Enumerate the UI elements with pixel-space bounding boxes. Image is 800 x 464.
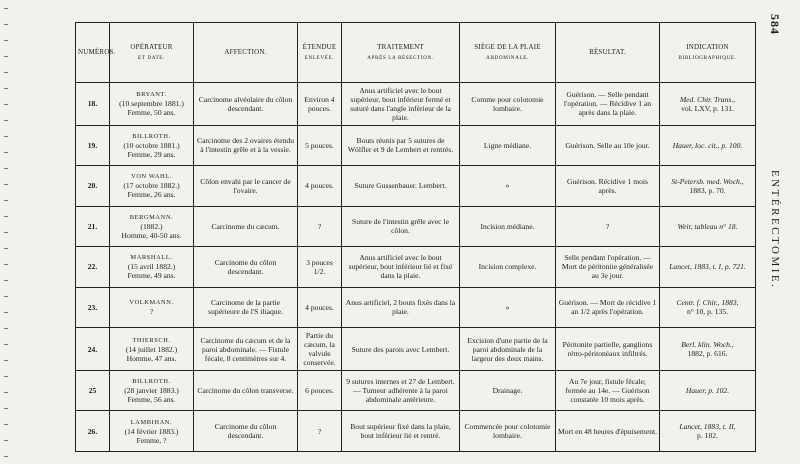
operator-name: BERGMANN.	[129, 213, 174, 221]
operator-cell	[110, 370, 194, 411]
affection-text: Carcinome du côlon descendant.	[214, 257, 277, 276]
result-text: Guérison. Selle au 10e jour.	[565, 140, 650, 150]
column-subtitle: ET DATE.	[138, 54, 165, 61]
operator-cell	[110, 166, 194, 207]
column-header	[110, 23, 194, 83]
table-row	[76, 287, 756, 328]
affection-text: Carcinome des 2 ovaires étendu à l'intestin grêle et à la vessie.	[197, 136, 294, 155]
column-title: OPÉRATEUR	[130, 42, 173, 51]
operator-cell	[110, 328, 194, 371]
affection-text: Carcinome du cæcum.	[211, 221, 280, 231]
operator-cell	[110, 287, 194, 328]
row-number-text: 20.	[87, 181, 98, 191]
reference-text: Lancet, 1883, t. II,	[679, 422, 736, 432]
result-cell	[556, 247, 660, 288]
reference-cell	[660, 411, 756, 452]
treatment-cell	[342, 206, 460, 247]
operation-date: (1882.)	[140, 221, 163, 231]
result-text: ?	[605, 221, 610, 231]
site-cell	[460, 83, 556, 126]
extent-text: Partie du cæcum, la valvule conservée.	[303, 331, 336, 368]
operator-name: VON WAHL.	[131, 173, 172, 181]
row-number	[76, 328, 110, 371]
column-title: ÉTENDUE	[302, 42, 337, 51]
operation-date: (14 juillet 1882.)	[125, 344, 178, 354]
result-cell	[556, 370, 660, 411]
reference-cell	[660, 83, 756, 126]
operator-name: BILLROTH.	[132, 132, 171, 140]
row-number	[76, 83, 110, 126]
ruled-margin	[0, 0, 12, 464]
extent-text: 5 pouces.	[305, 140, 334, 150]
treatment-cell	[342, 328, 460, 371]
row-number-text: 21.	[87, 221, 98, 231]
result-text: Guérison. — Selle pendant l'opération. — Récidive 1 an après dans la plaie.	[563, 90, 652, 118]
site-text: Comme pour colotomie lombaire.	[471, 94, 544, 113]
patient-info: Femme, 49 ans.	[127, 271, 176, 281]
affection-text: Carcinome alvéolaire du côlon descendant.	[198, 94, 293, 113]
extent-cell	[298, 206, 342, 247]
treatment-text: Bouts réunis par 5 sutures de Wölfler et 9 de Lembert et rentrés.	[347, 136, 454, 155]
table-row	[76, 328, 756, 371]
result-cell	[556, 83, 660, 126]
extent-text: 4 pouces.	[305, 181, 334, 191]
row-number-text: 25	[88, 386, 97, 396]
reference-cell	[660, 370, 756, 411]
reference-text: Hauer, p. 102.	[685, 386, 730, 396]
table-row	[76, 83, 756, 126]
treatment-text: Anus artificiel avec le bout supérieur, bout inférieur fermé et suturé dans l'angle inférieur de la plaie.	[350, 85, 451, 122]
reference-text: St-Petersb. med. Woch.,	[671, 176, 744, 186]
reference-cell	[660, 125, 756, 166]
result-text: Mort en 48 heures d'épuisement.	[558, 426, 658, 436]
reference-cell	[660, 328, 756, 371]
column-header	[194, 23, 298, 83]
extent-text: ?	[317, 426, 322, 436]
operator-name: BRYANT.	[136, 91, 167, 99]
extent-cell	[298, 411, 342, 452]
result-text: Au 7e jour, fistule fécale; fermée au 14e. — Guérison constatée 10 mois après.	[565, 377, 650, 405]
column-header	[556, 23, 660, 83]
table-row	[76, 206, 756, 247]
site-cell	[460, 166, 556, 207]
column-title: INDICATION	[686, 42, 729, 51]
column-subtitle: ABDOMINALE.	[486, 54, 529, 61]
operator-cell	[110, 206, 194, 247]
row-number-text: 26.	[87, 426, 98, 436]
affection-cell	[194, 206, 298, 247]
reference-text: Lancet, 1883, t. I, p. 721.	[669, 262, 746, 272]
treatment-cell	[342, 247, 460, 288]
result-cell	[556, 206, 660, 247]
reference-cell	[660, 166, 756, 207]
affection-text: Carcinome de la partie supérieure de l'S iliaque.	[208, 298, 283, 317]
extent-cell	[298, 125, 342, 166]
table-row	[76, 247, 756, 288]
affection-cell	[194, 370, 298, 411]
column-header	[342, 23, 460, 83]
header-row	[76, 23, 756, 83]
affection-cell	[194, 125, 298, 166]
extent-text: 3 pouces 1/2.	[306, 257, 333, 276]
result-text: Guérison. Récidive 1 mois après.	[567, 176, 648, 195]
result-cell	[556, 328, 660, 371]
result-cell	[556, 125, 660, 166]
operation-date: (10 octobre 1881.)	[123, 140, 180, 150]
site-cell	[460, 411, 556, 452]
operator-cell	[110, 125, 194, 166]
column-title: AFFECTION.	[224, 48, 267, 56]
site-cell	[460, 328, 556, 371]
row-number-text: 18.	[87, 99, 98, 109]
patient-info: Femme, 56 ans.	[127, 395, 176, 405]
operation-date: (10 septembre 1881.)	[119, 99, 184, 109]
treatment-cell	[342, 83, 460, 126]
operator-name: VOLKMANN.	[129, 299, 174, 307]
affection-cell	[194, 287, 298, 328]
row-number	[76, 247, 110, 288]
operation-date: (14 février 1883.)	[124, 426, 179, 436]
patient-info: Homme, 47 ans.	[126, 353, 177, 363]
enterectomy-table	[75, 22, 756, 452]
treatment-text: Suture Gussenbauer. Lembert.	[354, 181, 447, 191]
patient-info: Femme, 50 ans.	[127, 108, 176, 118]
column-title: SIÈGE DE LA PLAIE	[474, 42, 541, 51]
running-head: ENTÉRECTOMIE.	[769, 170, 781, 290]
operation-date: (28 janvier 1883.)	[124, 386, 179, 396]
table-row	[76, 125, 756, 166]
treatment-cell	[342, 411, 460, 452]
table-row	[76, 370, 756, 411]
result-cell	[556, 166, 660, 207]
operator-name: MARSHALL.	[130, 254, 173, 262]
column-title: NUMÉROS.	[78, 48, 116, 56]
row-number-text: 23.	[87, 302, 98, 312]
patient-info: Homme, 40-50 ans.	[121, 230, 182, 240]
operator-name: LAMBIHAN.	[130, 418, 173, 426]
affection-text: Carcinome du côlon transverse.	[197, 386, 294, 396]
affection-text: Côlon envahi par le cancer de l'ovaire.	[200, 176, 291, 195]
affection-text: Carcinome du côlon descendant.	[214, 422, 277, 441]
extent-cell	[298, 166, 342, 207]
reference-detail: 1883, p. 70.	[689, 185, 726, 195]
affection-cell	[194, 328, 298, 371]
site-cell	[460, 206, 556, 247]
patient-info: Femme, 26 ans.	[127, 190, 176, 200]
reference-cell	[660, 206, 756, 247]
treatment-cell	[342, 125, 460, 166]
site-cell	[460, 287, 556, 328]
row-number-text: 24.	[87, 344, 98, 354]
column-header	[76, 23, 116, 83]
reference-detail: n° 10, p. 135.	[686, 307, 728, 317]
table-body	[76, 83, 756, 452]
operation-date: (15 avril 1882.)	[127, 262, 176, 272]
reference-detail: vol. LXV, p. 131.	[681, 103, 734, 113]
result-text: Péritonite partielle, ganglions rétro-péritonéaux infiltrés.	[562, 340, 653, 359]
affection-cell	[194, 83, 298, 126]
row-number	[76, 411, 110, 452]
site-text: Excision d'une partie de la paroi abdominale de la largeur des deux mains.	[467, 335, 548, 363]
treatment-cell	[342, 287, 460, 328]
site-text: Incision complexe.	[478, 262, 537, 272]
affection-text: Carcinome du cæcum et de la paroi abdominale. — Fistule fécale, 8 centimètres sur 4.	[200, 335, 291, 363]
column-title: RÉSULTAT.	[589, 48, 626, 56]
treatment-cell	[342, 166, 460, 207]
treatment-text: 9 sutures internes et 27 de Lembert. — Tumeur adhérente à la paroi abdominale antérieure.	[346, 377, 455, 405]
affection-cell	[194, 247, 298, 288]
site-text: »	[505, 181, 510, 191]
reference-detail: p. 182.	[697, 431, 718, 441]
column-header	[660, 23, 756, 83]
affection-cell	[194, 411, 298, 452]
column-subtitle: BIBLIOGRAPHIQUE.	[678, 54, 737, 61]
treatment-text: Bout supérieur fixé dans la plaie, bout inférieur lié et rentré.	[350, 422, 451, 441]
result-cell	[556, 287, 660, 328]
row-number	[76, 166, 110, 207]
reference-cell	[660, 247, 756, 288]
extent-cell	[298, 287, 342, 328]
table-row	[76, 166, 756, 207]
extent-cell	[298, 370, 342, 411]
column-subtitle: APRÈS LA RÉSECTION.	[367, 54, 434, 61]
result-text: Selle pendant l'opération. — Mort de péritonite généralisée au 3e jour.	[561, 253, 654, 281]
site-text: Commencée pour colotomie lombaire.	[464, 422, 551, 441]
column-header	[460, 23, 556, 83]
site-cell	[460, 247, 556, 288]
extent-cell	[298, 328, 342, 371]
row-number	[76, 370, 110, 411]
extent-text: Environ 4 pouces.	[304, 94, 335, 113]
patient-info: ?	[149, 307, 154, 317]
site-text: Incision médiane.	[480, 221, 535, 231]
treatment-text: Suture de l'intestin grêle avec le côlon.	[352, 217, 449, 236]
reference-text: Weir, tableau n° 18.	[677, 221, 738, 231]
column-subtitle: ENLEVÉE.	[304, 54, 335, 61]
operation-date: (17 octobre 1882.)	[123, 181, 180, 191]
site-cell	[460, 125, 556, 166]
affection-cell	[194, 166, 298, 207]
column-header	[298, 23, 342, 83]
row-number	[76, 287, 110, 328]
result-cell	[556, 411, 660, 452]
treatment-text: Anus artificiel, 2 bouts fixés dans la plaie.	[345, 298, 456, 317]
reference-text: Med. Chir. Trans.,	[679, 94, 736, 104]
result-text: Guérison. — Mort de récidive 1 an 1/2 après l'opération.	[558, 298, 657, 317]
row-number-text: 22.	[87, 262, 98, 272]
site-text: Drainage.	[492, 386, 523, 396]
site-cell	[460, 370, 556, 411]
reference-text: Hauer, loc. cit., p. 100.	[672, 140, 743, 150]
patient-info: Femme, ?	[136, 435, 167, 445]
operator-name: THIERSCH.	[132, 336, 171, 344]
reference-text: Berl. klin. Woch.,	[681, 340, 734, 350]
site-text: »	[505, 302, 510, 312]
reference-cell	[660, 287, 756, 328]
extent-text: 6 pouces.	[305, 386, 334, 396]
extent-text: ?	[317, 221, 322, 231]
table-row	[76, 411, 756, 452]
extent-cell	[298, 247, 342, 288]
extent-text: 4 pouces.	[305, 302, 334, 312]
column-title: TRAITEMENT	[377, 42, 424, 51]
operator-cell	[110, 83, 194, 126]
page-number: 584	[768, 14, 782, 35]
operator-cell	[110, 247, 194, 288]
row-number	[76, 125, 110, 166]
row-number	[76, 206, 110, 247]
reference-text: Centr. f. Chir., 1883,	[676, 298, 739, 308]
reference-detail: 1882, p. 616.	[687, 349, 728, 359]
treatment-text: Suture des parois avec Lembert.	[351, 344, 450, 354]
treatment-text: Anus artificiel avec le bout supérieur, bout inférieur lié et fixé dans la plaie.	[348, 253, 453, 281]
extent-cell	[298, 83, 342, 126]
site-text: Ligne médiane.	[483, 140, 532, 150]
operator-cell	[110, 411, 194, 452]
row-number-text: 19.	[87, 140, 98, 150]
treatment-cell	[342, 370, 460, 411]
operator-name: BILLROTH.	[132, 378, 171, 386]
patient-info: Femme, 29 ans.	[127, 149, 176, 159]
